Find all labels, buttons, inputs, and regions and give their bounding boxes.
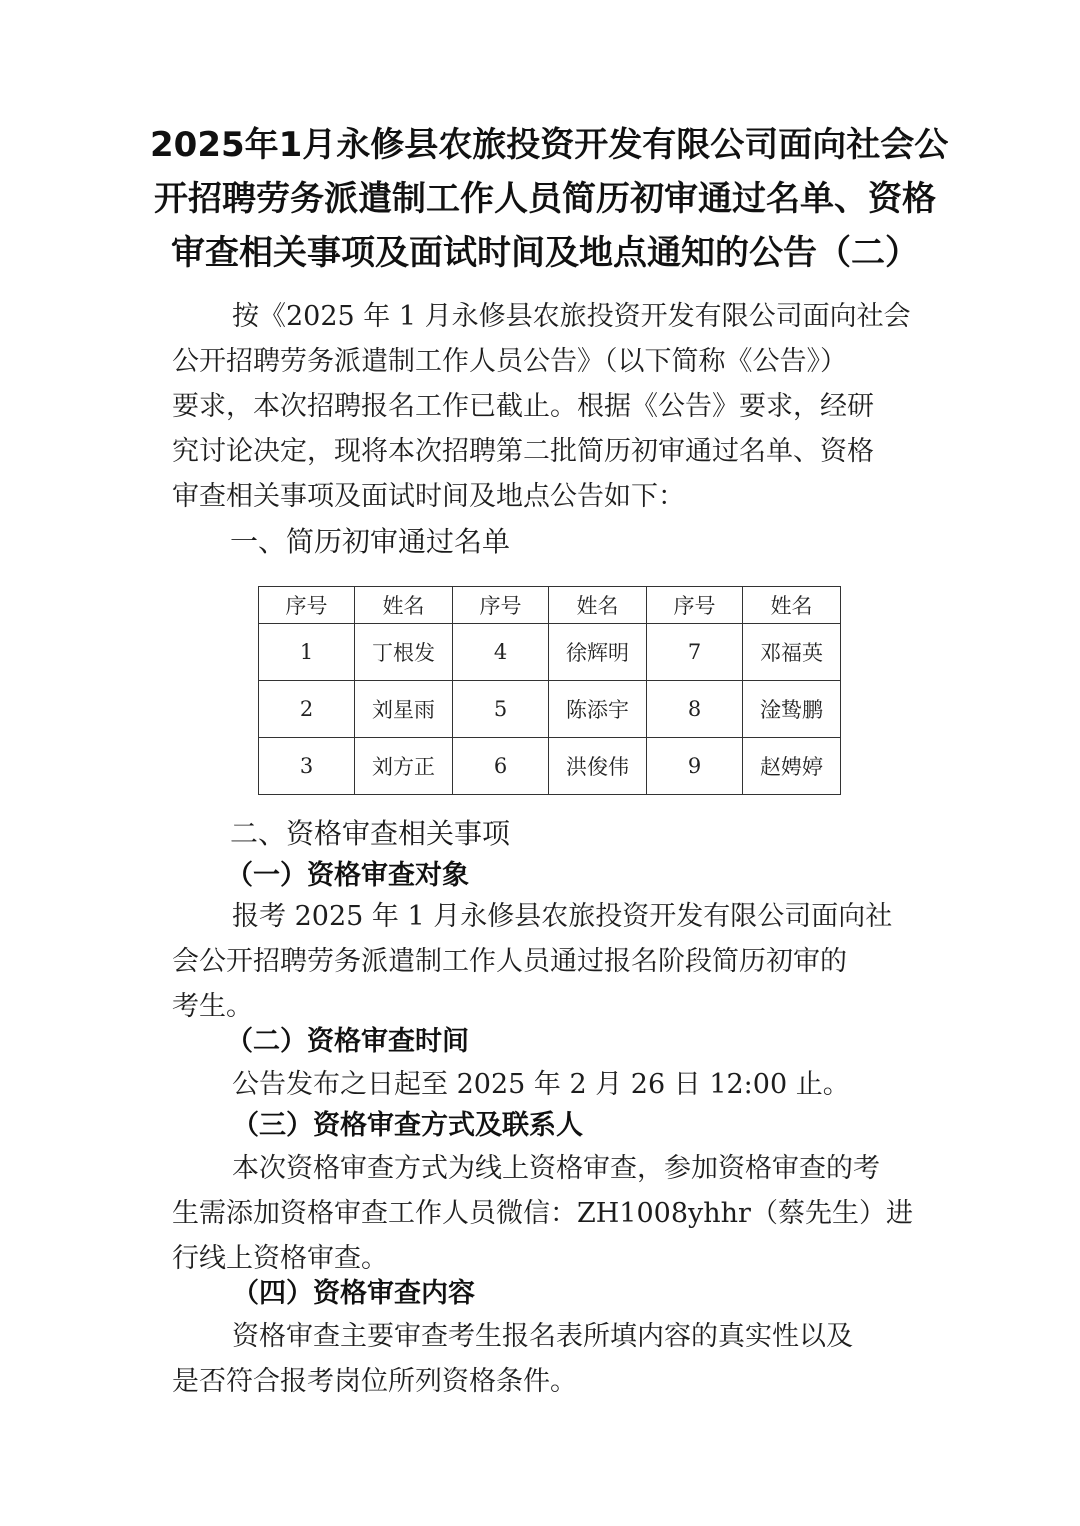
- paragraph-line: 公告发布之日起至 2025 年 2 月 26 日 12:00 止。: [232, 1069, 850, 1100]
- header-cell: 姓名: [549, 587, 647, 624]
- title-line: 开招聘劳务派遣制工作人员简历初审通过名单、资格: [154, 179, 936, 219]
- table-cell: 赵娉婷: [743, 738, 841, 795]
- table-cell: 4: [453, 624, 549, 681]
- paragraph-line: 行线上资格审查。: [172, 1243, 388, 1274]
- subsection2-heading: （二）资格审查时间: [226, 1026, 469, 1057]
- header-cell: 姓名: [355, 587, 453, 624]
- intro-paragraph: [172, 294, 924, 519]
- table-cell: 9: [647, 738, 743, 795]
- table-row: [259, 681, 841, 738]
- table-cell: 2: [259, 681, 355, 738]
- paragraph-line: 会公开招聘劳务派遣制工作人员通过报名阶段简历初审的: [172, 946, 847, 977]
- subsection4-heading: （四）资格审查内容: [232, 1278, 475, 1309]
- title-line: 2025年1月永修县农旅投资开发有限公司面向社会公: [150, 125, 949, 165]
- header-cell: 序号: [453, 587, 549, 624]
- paragraph-line: 是否符合报考岗位所列资格条件。: [172, 1366, 577, 1397]
- table-cell: 淦鸷鹏: [743, 681, 841, 738]
- subsection4-paragraph: [172, 1314, 924, 1404]
- header-cell: 序号: [259, 587, 355, 624]
- section1-heading: 一、简历初审通过名单: [230, 525, 511, 558]
- table-cell: 6: [453, 738, 549, 795]
- subsection1-heading: （一）资格审查对象: [226, 860, 469, 891]
- intro-line: 公开招聘劳务派遣制工作人员公告》（以下简称《公告》）: [172, 346, 847, 377]
- table-cell: 刘方正: [355, 738, 453, 795]
- paragraph-line: 资格审查主要审查考生报名表所填内容的真实性以及: [232, 1321, 853, 1352]
- paragraph-line: 生需添加资格审查工作人员微信：ZH1008yhhr（蔡先生）进: [172, 1198, 913, 1229]
- paragraph-line: 本次资格审查方式为线上资格审查，参加资格审查的考: [232, 1153, 880, 1184]
- table-cell: 1: [259, 624, 355, 681]
- section2-heading: 二、资格审查相关事项: [230, 817, 511, 850]
- table-row: [259, 738, 841, 795]
- table-cell: 8: [647, 681, 743, 738]
- intro-line: 究讨论决定，现将本次招聘第二批简历初审通过名单、资格: [172, 436, 874, 467]
- subsection1-paragraph: [172, 894, 924, 1029]
- table-cell: 徐辉明: [549, 624, 647, 681]
- subsection3-heading: （三）资格审查方式及联系人: [232, 1110, 583, 1141]
- intro-line: 按《2025 年 1 月永修县农旅投资开发有限公司面向社会: [232, 301, 911, 332]
- table-cell: 丁根发: [355, 624, 453, 681]
- table-cell: 刘星雨: [355, 681, 453, 738]
- paragraph-line: 报考 2025 年 1 月永修县农旅投资开发有限公司面向社: [232, 901, 893, 932]
- header-cell: 姓名: [743, 587, 841, 624]
- table-cell: 5: [453, 681, 549, 738]
- intro-line: 要求，本次招聘报名工作已截止。根据《公告》要求，经研: [172, 391, 874, 422]
- table-cell: 洪俊伟: [549, 738, 647, 795]
- table-cell: 3: [259, 738, 355, 795]
- paragraph-line: 考生。: [172, 991, 253, 1022]
- subsection2-paragraph: [172, 1062, 924, 1107]
- subsection3-paragraph: [172, 1146, 924, 1281]
- approved-names-table: [258, 586, 841, 795]
- document-title: [150, 118, 949, 280]
- table-cell: 邓福英: [743, 624, 841, 681]
- header-cell: 序号: [647, 587, 743, 624]
- table-header-row: [259, 587, 841, 624]
- title-line: 审查相关事项及面试时间及地点通知的公告（二）: [171, 233, 919, 273]
- table-row: [259, 624, 841, 681]
- table-cell: 陈添宇: [549, 681, 647, 738]
- table-cell: 7: [647, 624, 743, 681]
- intro-line: 审查相关事项及面试时间及地点公告如下：: [172, 481, 685, 512]
